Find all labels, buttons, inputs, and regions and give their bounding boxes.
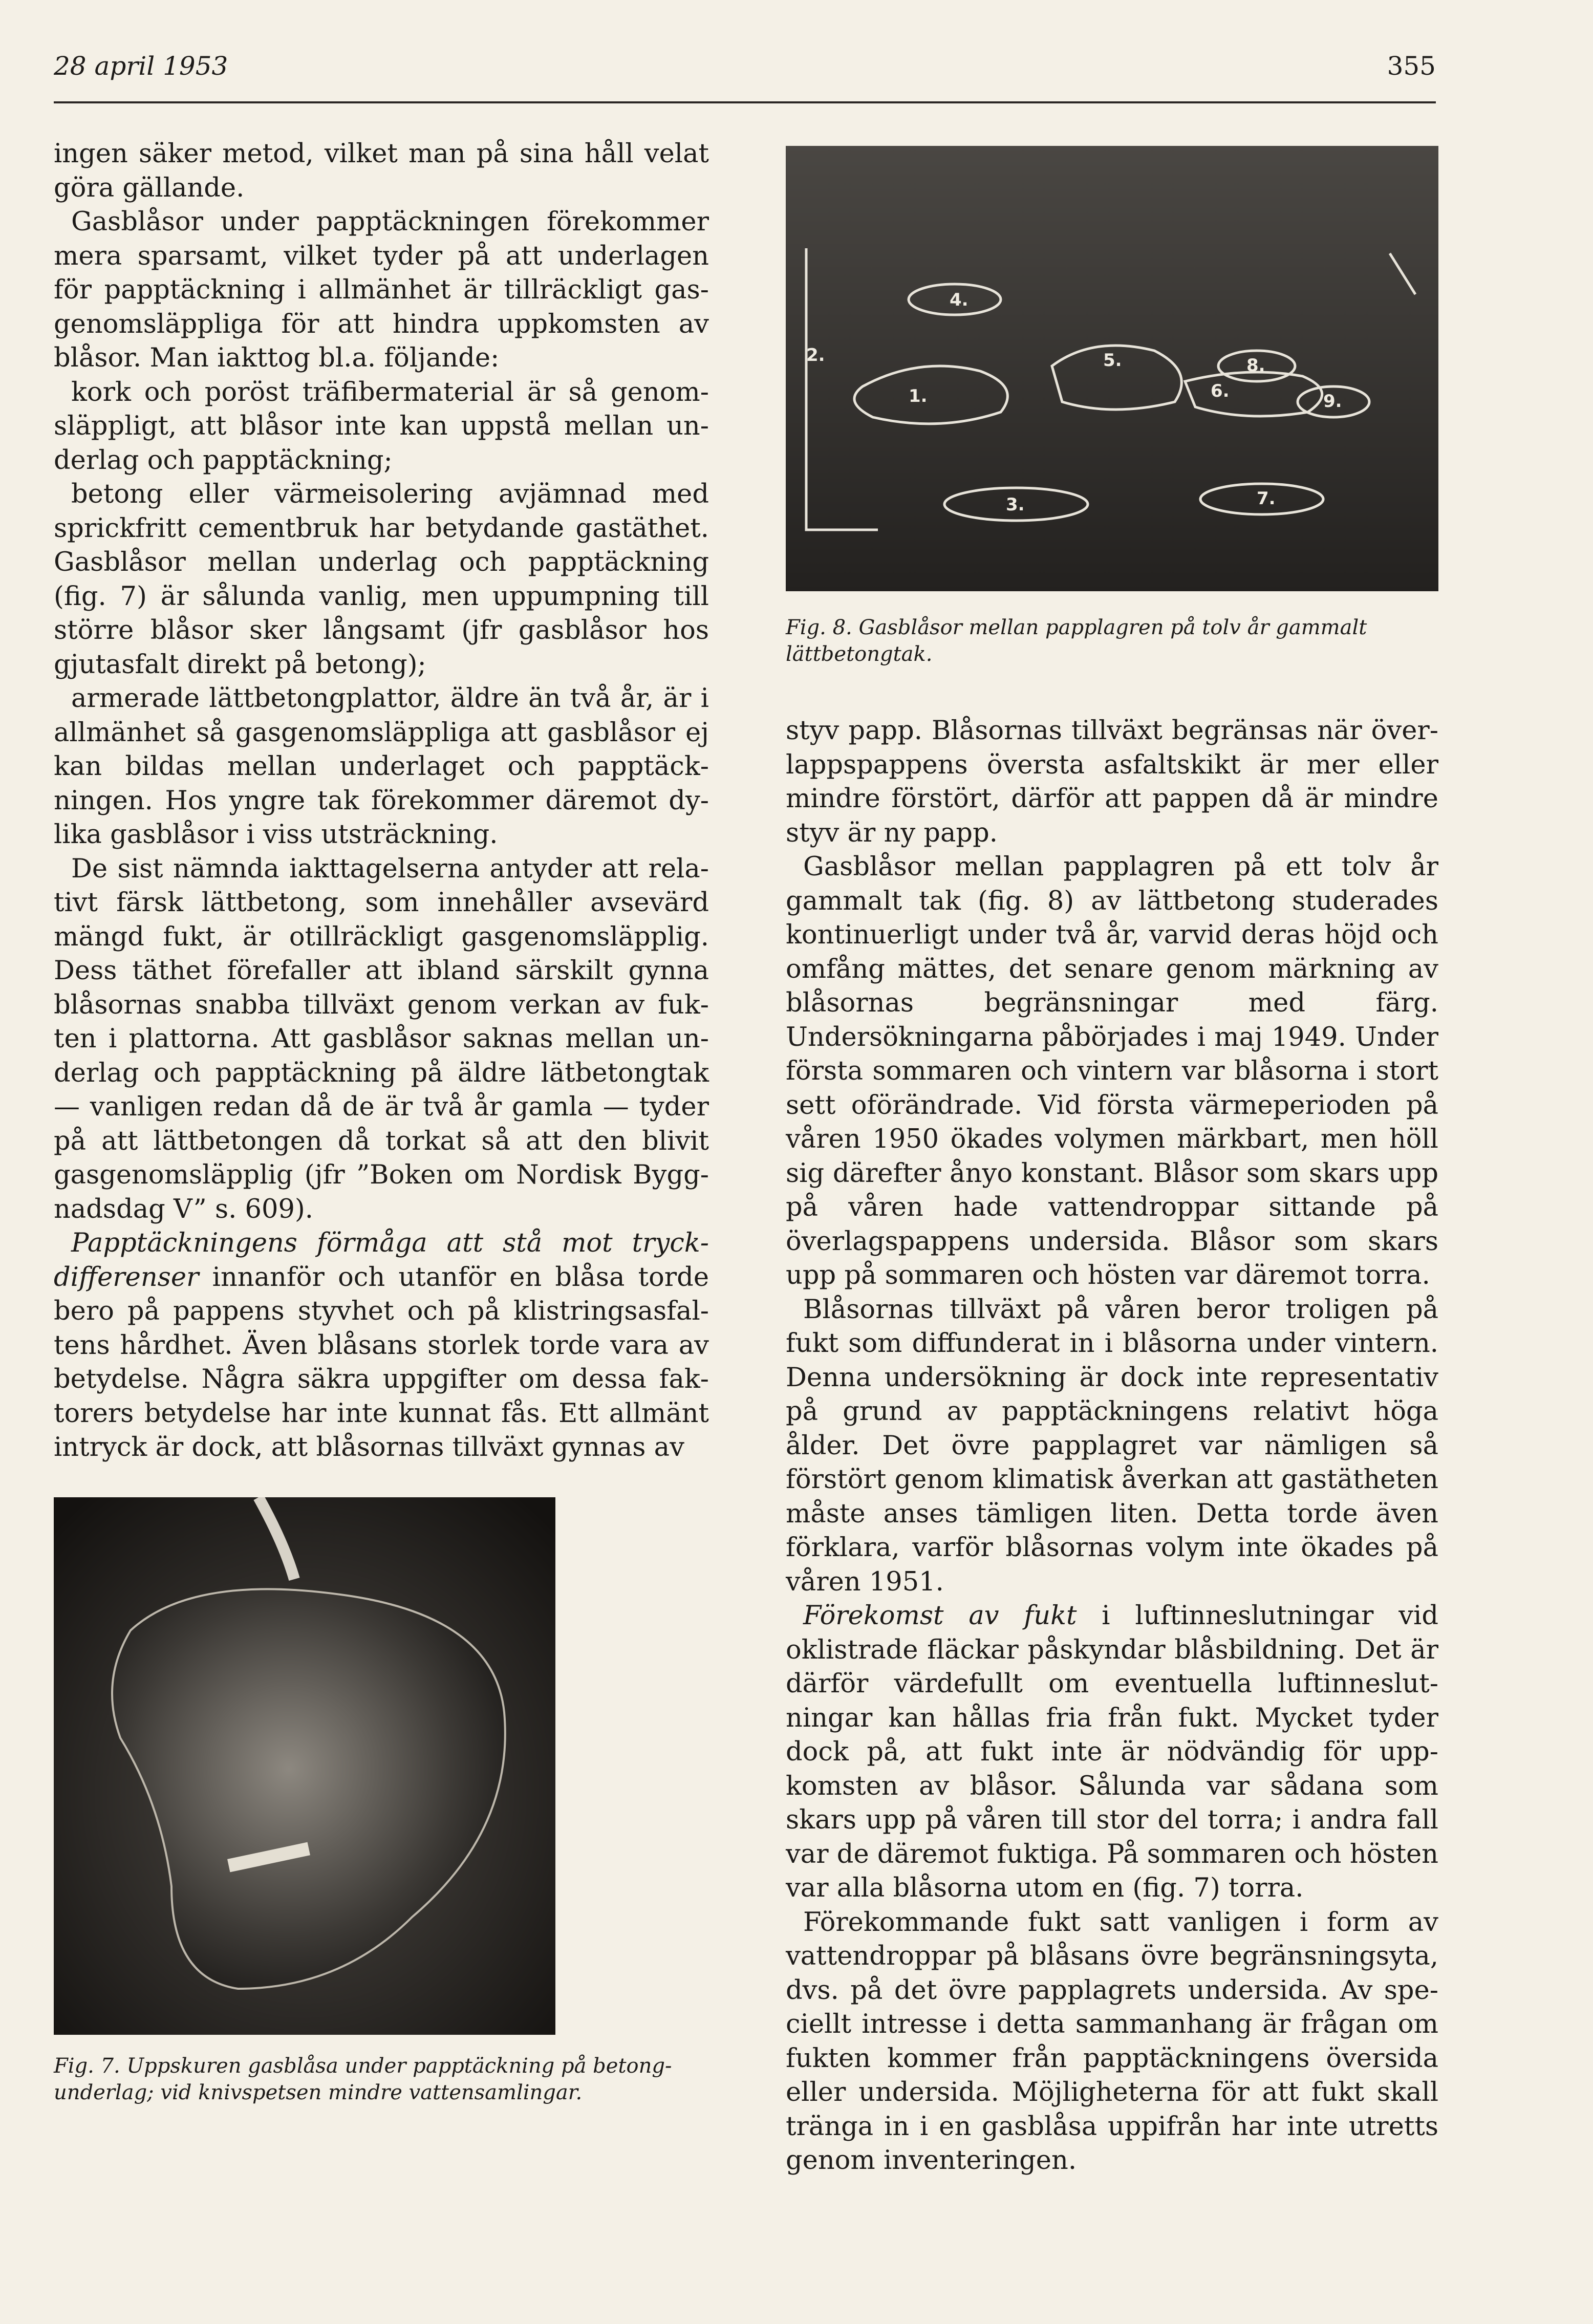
blister-label: 3. (1006, 494, 1025, 515)
paragraph: armerade lättbetongplattor, äldre än två år, är i allmänhet så gasgenomsläppliga att gasblåsor ej kan bildas mellan underlaget och papptäckningen. Hos yngre tak förekommer däremot dylika gasblåsor i viss utsträckning. (54, 683, 709, 850)
paragraph: ingen säker metod, vilket man på sina håll velat göra gällande. (54, 139, 709, 203)
paragraph-body: innanför och utanför en blåsa torde bero på pappens styvhet och på klistringsasfaltens hårdhet. Även blåsans storlek torde vara av betydelse. Några säkra uppgifter om dessa faktorers betydelse har inte kunnat fås. Ett allmänt intryck är dock, att blåsornas tillväxt gynnas av (54, 1262, 709, 1462)
paragraph (786, 1599, 1438, 1906)
figure-8-caption: Fig. 8. Gasblåsor mellan papplagren på tolv år gammalt lättbetongtak. (786, 616, 1367, 666)
paragraph: kork och poröst träfibermaterial är så genomsläppligt, att blåsor inte kan uppstå mellan underlag och papptäckning; (54, 377, 709, 476)
paragraph (54, 1226, 709, 1465)
page-number: 355 (1387, 51, 1436, 81)
photo-roof-blisters (786, 146, 1438, 591)
blister-label: 6. (1211, 381, 1230, 401)
issue-date: 28 april 1953 (54, 51, 228, 81)
paragraph-body: i luftinneslutningar vid oklistrade fläckar påskyndar blåsbildning. Det är därför värdefullt om eventuella luftinneslutningar kan hållas fria från fukt. Mycket tyder dock på, att fukt inte är nödvändig för uppkomsten av blåsor. Sålunda var sådana som skars upp på våren till stor del torra; i andra fall var de däremot fuktiga. På sommaren och hösten var alla blåsorna utom en (fig. 7) torra. (786, 1601, 1438, 1903)
paragraph: Gasblåsor under papptäckningen förekommer mera sparsamt, vilket tyder på att underlagen för papptäckning i allmänhet är tillräckligt gasgenomsläppliga för att hindra uppkomsten av blåsor. Man iakttog bl.a. följande: (54, 207, 709, 373)
blister-label: 5. (1103, 350, 1122, 371)
emphasis-heading: Förekomst av fukt (803, 1601, 1077, 1631)
left-column (54, 137, 709, 1465)
photo-blister-cut (54, 1497, 555, 2035)
paragraph: De sist nämnda iakttagelserna antyder att relativt färsk lättbetong, som innehåller avsevärd mängd fukt, är otillräckligt gasgenomsläpplig. Dess täthet förefaller att ibland särskilt gynna blåsornas snabba tillväxt genom verkan av fukten i plattorna. Att gasblåsor saknas mellan underlag och papptäckning på äldre lätbetongtak — vanligen redan då de är två år gamla — tyder på att lättbetongen då torkat så att den blivit gasgenomsläpplig (jfr ”Boken om Nordisk Byggnadsdag V” s. 609). (54, 853, 709, 1224)
paragraph: Blåsornas tillväxt på våren beror troligen på fukt som diffunderat in i blåsorna under vintern. Denna undersökning är dock inte representativ på grund av papptäckningens relativt höga ålder. Det övre papplagret var nämligen så förstört genom klimatisk åverkan att gastätheten måste anses tämligen liten. Detta torde även förklara, varför blåsornas volym inte ökades på våren 1951. (786, 1294, 1438, 1597)
paragraph: styv papp. Blåsornas tillväxt begränsas när överlappspappens översta asfaltskikt är mer eller mindre förstört, därför att pappen då är mindre styv är ny papp. (786, 716, 1438, 848)
blister-label: 9. (1323, 391, 1342, 412)
blister-label: 1. (909, 386, 928, 406)
blister-label: 4. (950, 290, 968, 310)
page-header (54, 51, 1436, 102)
emphasis-heading: Papptäckningens förmåga att stå mot tryckdifferenser (54, 1228, 709, 1293)
blister-label: 7. (1257, 488, 1276, 509)
figure-7-photo (54, 1497, 555, 2035)
blister-label: 2. (806, 345, 825, 365)
figure-8-photo (786, 146, 1438, 591)
paragraph: betong eller värmeisolering avjämnad med sprickfritt cementbruk har betydande gastäthet. Gasblåsor mellan underlag och papptäckning (fig. 7) är sålunda vanlig, men uppumpning till större blåsor sker långsamt (jfr gasblåsor hos gjutasfalt direkt på betong); (54, 479, 709, 680)
blister-label: 8. (1246, 355, 1265, 376)
paragraph: Gasblåsor mellan papplagren på ett tolv år gammalt tak (fig. 8) av lättbetong studerades kontinuerligt under två år, varvid deras höjd och omfång mättes, det senare genom märkning av blåsornas begränsningar med färg. Undersökningarna påbörjades i maj 1949. Under första sommaren och vintern var blåsorna i stort sett oförändrade. Vid första värmeperioden på våren 1950 ökades volymen märkbart, men höll sig därefter ånyo konstant. Blåsor som skars upp på våren hade vattendroppar sittande på överlagspappens undersida. Blåsor som skars upp på sommaren och hösten var däremot torra. (786, 852, 1438, 1290)
right-column (786, 714, 1438, 2178)
figure-7-caption: Fig. 7. Uppskuren gasblåsa under papptäckning på betongunderlag; vid knivspetsen mindre vattensamlingar. (54, 2054, 672, 2104)
header-rule (54, 101, 1436, 103)
paragraph: Förekommande fukt satt vanligen i form av vattendroppar på blåsans övre begränsningsyta, dvs. på det övre papplagrets undersida. Av speciellt intresse i detta sammanhang är frågan om fukten kommer från papptäckningens översida eller undersida. Möjligheterna för att fukt skall tränga in i en gasblåsa uppifrån har inte utretts genom inventeringen. (786, 1907, 1438, 2176)
